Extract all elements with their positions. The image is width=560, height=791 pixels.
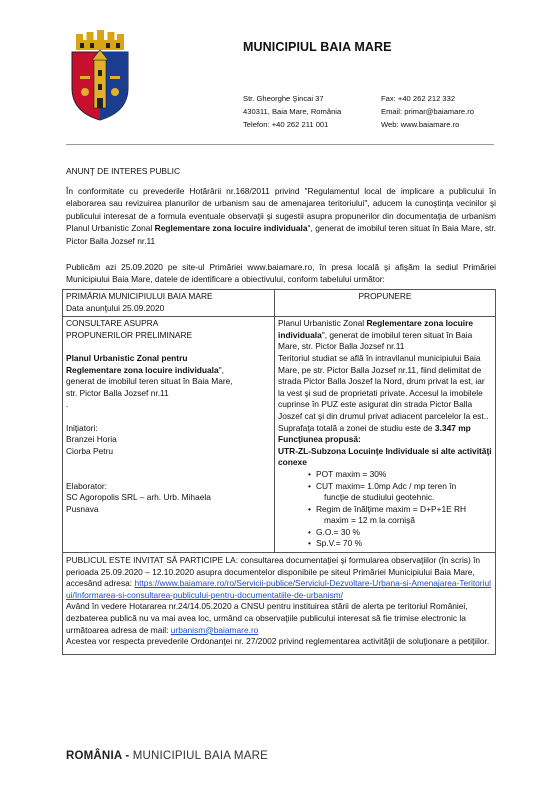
website[interactable]: Web: www.baiamare.ro bbox=[381, 120, 460, 129]
elaborator-line-1: SC Agoropolis SRL – arh. Urb. Mihaela bbox=[66, 492, 211, 503]
proposal-table bbox=[62, 289, 496, 655]
footer-separator: - bbox=[121, 750, 133, 762]
table-right-cell bbox=[275, 317, 496, 553]
initiator-1: Branzei Horia bbox=[66, 434, 117, 445]
covid-text: Având în vedere Hotararea nr.24/14.05.2020 a CNSU pentru instituirea stării de alerta pe teritoriul României, dezbaterea publică nu va mai avea loc, urmând ca observaţiile publicului interesat să fie trimise electronic la următoarea adresa de mail: bbox=[66, 601, 468, 635]
site-text: Teritoriul studiat se află în intravilanul municipiului Baia Mare, pe str. Pictor Balla Jozsef nr.11, fiind delimitat de strada Pictor Balla Joszef la Nord, drum privat la est, iar la vest şi sud de proprietati private. Accesul la imobilele cuprinse în PUZ este asigurat din strada Pictor Balla Joszef cat şi din drumul privat adiacent parcelelor la est.. Suprafaţa totală a zonei de studiu este de bbox=[278, 352, 489, 433]
puz-line-3: generat de imobilul teren situat în Baia Mare, bbox=[66, 376, 233, 387]
invite-paragraph bbox=[66, 555, 492, 601]
table-left-cell bbox=[63, 317, 275, 553]
height-text: Regim de înălţime maxim = D+P+1E RH bbox=[316, 503, 467, 514]
address-block bbox=[243, 92, 341, 131]
consult-line-2: PROPUNERILOR PRELIMINARE bbox=[66, 329, 193, 340]
initiators-label: Iniţiatori: bbox=[66, 422, 98, 433]
contact-block bbox=[381, 92, 474, 131]
indicator-list bbox=[278, 469, 492, 550]
puz-description bbox=[278, 318, 492, 353]
puz-quote: ", bbox=[218, 364, 224, 375]
consult-line-1: CONSULTARE ASUPRA bbox=[66, 318, 159, 329]
law-paragraph: Acestea vor respecta prevederile Ordonanţei nr. 27/2002 privind reglementarea activităţii de soluţionare a petiţiilor. bbox=[66, 636, 490, 647]
invite-text: PUBLICUL ESTE INVITAT SĂ PARTICIPE LA: consultarea documentaţiei şi formularea observaţiilor (în scris) în perioada 25.09.2020 – 12.10.2020 asupra documentelor disponibile pe siteul Primăriei Municipiului Baia Mare, accesând adresa: bbox=[66, 555, 481, 589]
indicator-cut bbox=[316, 481, 492, 504]
header-date: Data anunţului 25.09.2020 bbox=[66, 302, 165, 313]
footer-country: ROMÂNIA bbox=[66, 750, 122, 762]
intro-text-end: ", generat de imobilul teren situat în Baia Mare, str. Pictor Balla Jozsef nr.11 bbox=[66, 223, 496, 246]
header-divider bbox=[66, 144, 494, 145]
cut-text: CUT maxim= 1.0mp Adc / mp teren în bbox=[316, 480, 457, 491]
cut-cont: funcţie de studiului geotehnic. bbox=[324, 492, 435, 503]
puz-line-4: str. Pictor Balla Jozsef nr.11 bbox=[66, 387, 169, 398]
puz-bold: Reglementare zona locuire individuala bbox=[278, 318, 474, 340]
table-header-left bbox=[63, 290, 275, 317]
indicator-pot: • POT maxim = 30% bbox=[316, 469, 492, 481]
address-city: 430311, Baia Mare, România bbox=[243, 107, 342, 116]
urbanism-email-link[interactable]: urbanism@baiamare.ro bbox=[170, 624, 259, 635]
table-header-right: PROPUNERE bbox=[275, 290, 496, 317]
puz-title-2: Reglementare zona locuire individuala bbox=[66, 364, 219, 375]
indicator-go: • G.O.= 30 % bbox=[316, 527, 492, 539]
documentation-link[interactable]: https://www.baiamare.ro/ro/Servicii-publice/Serviciul-Dezvoltare-Urbana-si-Amenajarea-Teritoriului/Informarea-si-consultarea-publicului-pentru-documentatiile-de-urbanism/ bbox=[66, 578, 491, 600]
intro-paragraph bbox=[66, 185, 496, 247]
address-street: Str. Gheorghe Şincai 37 bbox=[243, 94, 324, 103]
coat-of-arms-icon bbox=[66, 30, 134, 122]
intro-bold: Reglementare zona locuire individuala bbox=[154, 223, 308, 234]
intro-text: În conformitate cu prevederile Hotărârii nr.168/2011 privind "Regulamentul local de implicare a publicului în elaborarea sau revizuirea planurilor de urbanism sau de amenajarea teritoriului", aducem la cunoştinţa vecinilor şi publicului interesat de a formula eventuale observaţii şi sugestii asupra propunerilor din documentaţia de urbanism Planul Urbanistic Zonal bbox=[66, 186, 496, 234]
phone: Telefon: +40 262 211 001 bbox=[243, 120, 329, 129]
fax: Fax: +40 262 212 332 bbox=[381, 94, 456, 103]
puz-dot: . bbox=[66, 399, 69, 410]
height-cont: maxim = 12 m la cornişă bbox=[324, 515, 415, 526]
elaborator-label: Elaborator: bbox=[66, 480, 107, 491]
elaborator-line-2: Pusnava bbox=[66, 503, 99, 514]
puz-start: Planul Urbanistic Zonal bbox=[278, 318, 367, 329]
footer bbox=[66, 750, 268, 762]
email[interactable]: Email: primar@baiamare.ro bbox=[381, 107, 474, 116]
puz-title-1: Planul Urbanistic Zonal pentru bbox=[66, 352, 188, 363]
site-area: 3.347 mp bbox=[434, 422, 471, 433]
puz-end: ", generat de imobilul teren situat în Baia Mare, str. Pictor Balla Jozsef nr.11 bbox=[278, 329, 473, 352]
site-description bbox=[278, 353, 492, 434]
footer-municipality: MUNICIPIUL BAIA MARE bbox=[132, 750, 268, 762]
municipality-title: MUNICIPIUL BAIA MARE bbox=[243, 40, 392, 54]
indicator-height bbox=[316, 504, 492, 527]
function-label: Funcţiunea propusă: bbox=[278, 434, 361, 445]
initiator-2: Ciorba Petru bbox=[66, 445, 114, 456]
covid-paragraph bbox=[66, 601, 492, 636]
indicator-spv: • Sp.V.= 70 % bbox=[316, 538, 492, 550]
header-institution: PRIMĂRIA MUNICIPIULUI BAIA MARE bbox=[66, 291, 213, 301]
function-value: UTR-ZL-Subzona Locuinţe Individuale si alte activităţi conexe bbox=[278, 445, 492, 468]
publish-paragraph: Publicăm azi 25.09.2020 pe site-ul Primăriei www.baiamare.ro, în presa locală şi afişăm la sediul Primăriei Municipiului Baia Mare, datele de identificare a obiectivului, conform tabelului următor: bbox=[66, 262, 496, 285]
notice-title: ANUNŢ DE INTERES PUBLIC bbox=[66, 166, 181, 176]
table-bottom-cell bbox=[63, 553, 496, 655]
